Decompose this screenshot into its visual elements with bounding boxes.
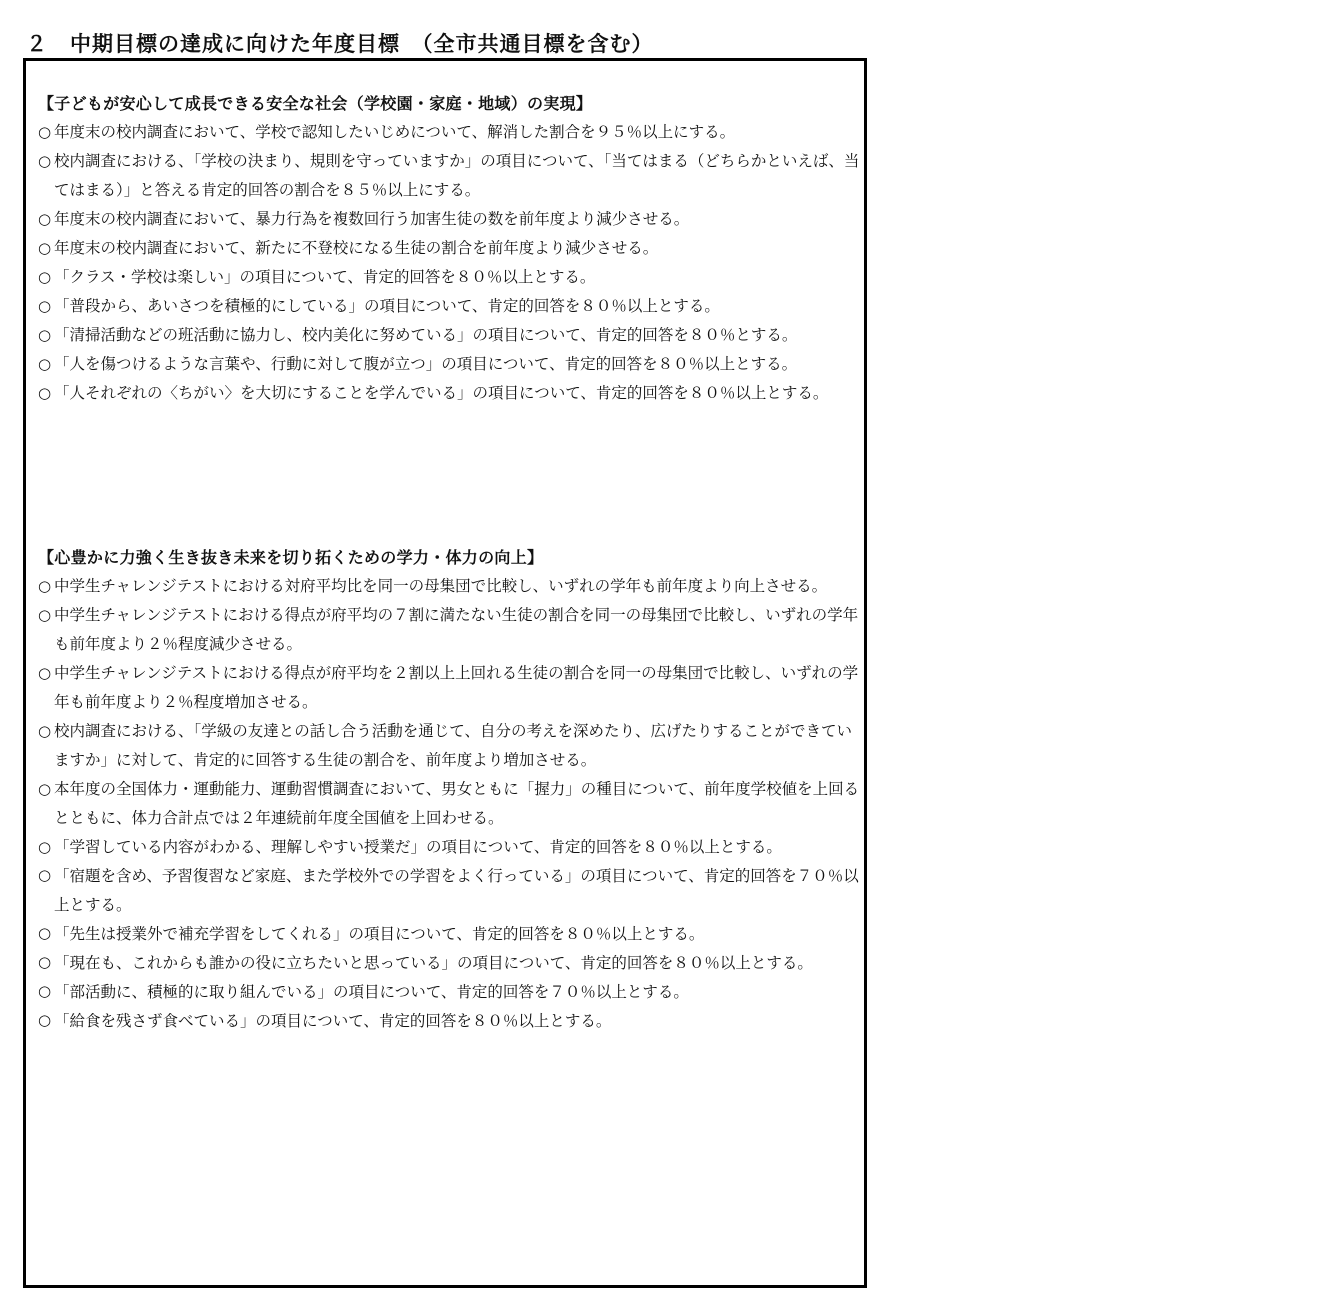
circle-bullet-icon: ○ <box>38 268 52 286</box>
circle-bullet-icon: ○ <box>38 780 52 798</box>
circle-bullet-icon: ○ <box>38 326 52 344</box>
goal-item <box>38 775 860 833</box>
circle-bullet-icon: ○ <box>38 838 52 856</box>
section-safe-society <box>38 89 860 408</box>
goal-text: 「部活動に、積極的に取り組んでいる」の項目について、肯定的回答を７０％以上とする。 <box>54 983 689 1001</box>
section-heading: 【心豊かに力強く生き抜き未来を切り拓くための学力・体力の向上】 <box>38 548 544 567</box>
goal-item <box>38 118 860 147</box>
goal-text: 中学生チャレンジテストにおける得点が府平均を２割以上上回れる生徒の割合を同一の母集団で比較し、いずれの学年も前年度より２％程度増加させる。 <box>54 664 859 711</box>
goal-item <box>38 920 860 949</box>
circle-bullet-icon: ○ <box>38 355 52 373</box>
circle-bullet-icon: ○ <box>38 924 52 942</box>
goal-text: 中学生チャレンジテストにおける対府平均比を同一の母集団で比較し、いずれの学年も前年度より向上させる。 <box>54 577 828 595</box>
goal-item <box>38 379 860 408</box>
goal-text: 「現在も、これからも誰かの役に立ちたいと思っている」の項目について、肯定的回答を８０％以上とする。 <box>54 954 813 972</box>
circle-bullet-icon: ○ <box>38 722 52 740</box>
circle-bullet-icon: ○ <box>38 152 52 170</box>
circle-bullet-icon: ○ <box>38 866 52 884</box>
goals-box <box>23 58 867 1288</box>
goal-text: 中学生チャレンジテストにおける得点が府平均の７割に満たない生徒の割合を同一の母集団で比較し、いずれの学年も前年度より２％程度減少させる。 <box>54 606 859 653</box>
goal-list <box>38 572 860 1036</box>
goal-item <box>38 147 860 205</box>
goal-text: 「人それぞれの〈ちがい〉を大切にすることを学んでいる」の項目について、肯定的回答を８０％以上とする。 <box>54 384 829 402</box>
section-heading: 【子どもが安心して成長できる安全な社会（学校園・家庭・地域）の実現】 <box>38 94 593 113</box>
goal-text: 年度末の校内調査において、新たに不登校になる生徒の割合を前年度より減少させる。 <box>54 239 659 257</box>
goal-item <box>38 292 860 321</box>
goal-list <box>38 118 860 408</box>
circle-bullet-icon: ○ <box>38 210 52 228</box>
goal-item <box>38 234 860 263</box>
goal-text: 「清掃活動などの班活動に協力し、校内美化に努めている」の項目について、肯定的回答を８０％とする。 <box>54 326 798 344</box>
circle-bullet-icon: ○ <box>38 953 52 971</box>
circle-bullet-icon: ○ <box>38 606 52 624</box>
goal-text: 「学習している内容がわかる、理解しやすい授業だ」の項目について、肯定的回答を８０％以上とする。 <box>54 838 782 856</box>
goal-text: 「宿題を含め、予習復習など家庭、また学校外での学習をよく行っている」の項目について、肯定的回答を７０％以上とする。 <box>54 867 859 914</box>
goal-item <box>38 949 860 978</box>
circle-bullet-icon: ○ <box>38 384 52 402</box>
goal-text: 年度末の校内調査において、暴力行為を複数回行う加害生徒の数を前年度より減少させる。 <box>54 210 690 228</box>
goal-text: 「普段から、あいさつを積極的にしている」の項目について、肯定的回答を８０％以上とする。 <box>54 297 720 315</box>
circle-bullet-icon: ○ <box>38 123 52 141</box>
goal-text: 「人を傷つけるような言葉や、行動に対して腹が立つ」の項目について、肯定的回答を８０％以上とする。 <box>54 355 798 373</box>
goal-item <box>38 1007 860 1036</box>
goal-text: 校内調査における、「学級の友達との話し合う活動を通じて、自分の考えを深めたり、広げたりすることができていますか」に対して、肯定的に回答する生徒の割合を、前年度より増加させる。 <box>54 722 852 769</box>
goal-item <box>38 572 860 601</box>
circle-bullet-icon: ○ <box>38 297 52 315</box>
goal-text: 校内調査における、「学校の決まり、規則を守っていますか」の項目について、「当てはまる（どちらかといえば、当てはまる）」と答える肯定的回答の割合を８５％以上にする。 <box>54 152 860 199</box>
goal-item <box>38 862 860 920</box>
goal-text: 「先生は授業外で補充学習をしてくれる」の項目について、肯定的回答を８０％以上とする。 <box>54 925 705 943</box>
goal-item <box>38 833 860 862</box>
goal-item <box>38 321 860 350</box>
goal-item <box>38 659 860 717</box>
goal-text: 「クラス・学校は楽しい」の項目について、肯定的回答を８０％以上とする。 <box>54 268 596 286</box>
goal-text: 年度末の校内調査において、学校で認知したいじめについて、解消した割合を９５％以上にする。 <box>54 123 736 141</box>
circle-bullet-icon: ○ <box>38 577 52 595</box>
goal-text: 本年度の全国体力・運動能力、運動習慣調査において、男女ともに「握力」の種目について、前年度学校値を上回るとともに、体力合計点では２年連続前年度全国値を上回わせる。 <box>54 780 860 827</box>
goal-item <box>38 978 860 1007</box>
page-title: ２ 中期目標の達成に向けた年度目標 （全市共通目標を含む） <box>26 32 654 56</box>
circle-bullet-icon: ○ <box>38 982 52 1000</box>
circle-bullet-icon: ○ <box>38 1011 52 1029</box>
goal-item <box>38 263 860 292</box>
goal-item <box>38 601 860 659</box>
goal-item <box>38 205 860 234</box>
goal-item <box>38 350 860 379</box>
circle-bullet-icon: ○ <box>38 664 52 682</box>
circle-bullet-icon: ○ <box>38 239 52 257</box>
goal-item <box>38 717 860 775</box>
section-academic-physical <box>38 543 860 1036</box>
goal-text: 「給食を残さず食べている」の項目について、肯定的回答を８０％以上とする。 <box>54 1012 612 1030</box>
